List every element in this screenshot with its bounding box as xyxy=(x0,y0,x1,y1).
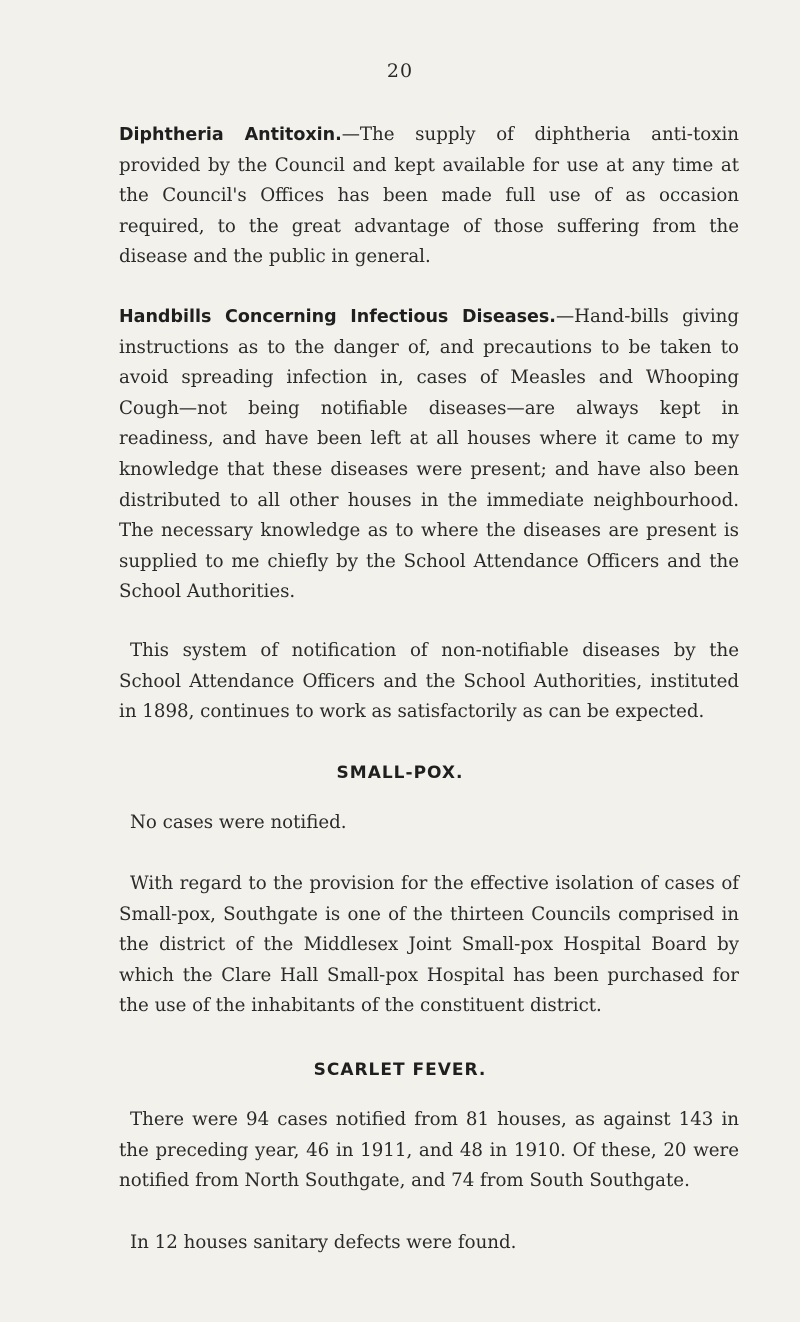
page-number: 20 xyxy=(386,60,414,82)
scarlet-fever-paragraph-1: There were 94 cases notified from 81 houses, as against 143 in the preceding year, 46 in 1911, and 48 in 1910. Of these, 20 were notified from North Southgate, and 74 from South Southgate. xyxy=(119,1109,739,1192)
diphtheria-body: —The supply of diphtheria anti-toxin provided by the Council and kept available for use at any time at the Council's Offices has been made full use of as occasion required, to the great advantage of those suffering from the disease and the public in general. xyxy=(119,124,739,268)
smallpox-heading: SMALL-POX. xyxy=(336,763,464,783)
diphtheria-paragraph xyxy=(119,120,739,273)
smallpox-paragraph-2: With regard to the provision for the effective isolation of cases of Small-pox, Southgate is one of the thirteen Councils comprised in the district of the Middlesex Joint Small-pox Hospital Board by which the Clare Hall Small-pox Hospital has been purchased for the use of the inhabitants of the constituent district. xyxy=(119,873,739,1017)
scarlet-fever-paragraph-2: In 12 houses sanitary defects were found. xyxy=(130,1232,517,1253)
notification-paragraph: This system of notification of non-notifiable diseases by the School Attendance Officers and the School Authorities, instituted in 1898, continues to work as satisfactorily as can be expected. xyxy=(119,640,739,723)
handbills-paragraph xyxy=(119,302,739,608)
scarlet-fever-heading: SCARLET FEVER. xyxy=(313,1060,487,1080)
smallpox-paragraph-1: No cases were notified. xyxy=(130,812,347,833)
handbills-heading: Handbills Concerning Infectious Diseases. xyxy=(119,307,556,327)
diphtheria-heading: Diphtheria Antitoxin. xyxy=(119,125,342,145)
handbills-body: —Hand-bills giving instructions as to the danger of, and precautions to be taken to avoid spreading infection in, cases of Measles and Whooping Cough—not being notifiable diseases—are always kept in readiness, and have been left at all houses where it came to my knowledge that these diseases were present; and have also been distributed to all other houses in the immediate neighbourhood. The necessary knowledge as to where the diseases are present is supplied to me chiefly by the School Attendance Officers and the School Authorities. xyxy=(119,306,739,603)
